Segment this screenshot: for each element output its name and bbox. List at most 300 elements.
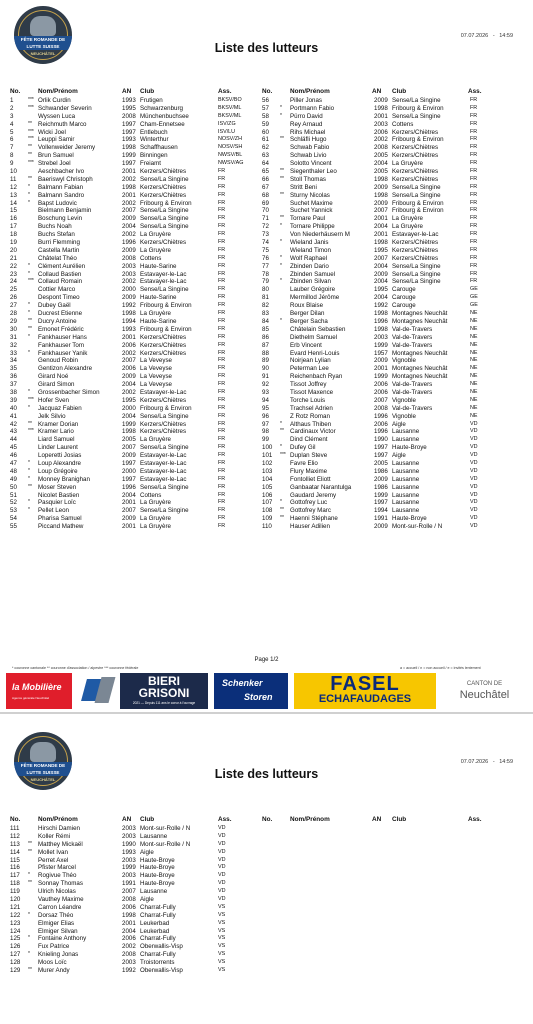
association-code: VD [470,444,478,451]
crown-marks: * [28,349,30,356]
association-code: FR [218,270,226,277]
table-row [0,318,262,326]
association-code: NE [470,317,478,324]
association-code: VD [218,864,226,871]
birth-year: 2006 [374,388,388,396]
club-name: Fribourg & Environ [392,207,444,215]
club-name: La Gruyère [392,223,423,231]
crown-marks: * [280,420,282,427]
wrestler-name: Tornare Philippe [290,223,335,231]
club-name: Kerzers/Chiètres [392,239,439,247]
birth-year: 1957 [374,349,388,357]
birth-year: 1986 [374,483,388,491]
table-row [0,515,262,523]
association-code: FR [218,491,226,498]
table-row [0,97,262,105]
table-row [0,129,262,137]
row-number: 95 [262,404,269,412]
association-code: FR [470,175,478,182]
crown-marks: ** [280,191,284,198]
association-code: NOSV/ZH [218,136,242,143]
wrestler-name: Gottofrey Marc [290,507,331,515]
birth-year: 2007 [374,207,388,215]
row-number: 45 [10,444,17,452]
club-name: Sense/La Singine [392,183,441,191]
club-name: La Veveyse [140,357,172,365]
row-number: 41 [10,412,17,420]
table-row [252,207,533,215]
association-code: FR [218,183,226,190]
association-code: VD [470,523,478,530]
birth-year: 1998 [374,191,388,199]
header-an: AN [372,88,382,95]
crown-marks: ** [28,483,32,490]
association-code: FR [218,507,226,514]
row-number: 20 [10,246,17,254]
document-page-2 [0,726,533,1024]
crown-marks: *** [28,97,34,103]
wrestler-name: Haenni Stéphane [290,515,338,523]
club-name: Vignoble [392,396,416,404]
birth-year: 2002 [122,349,136,357]
crown-marks: *** [280,452,286,459]
wrestler-name: Ulrich Nicolas [38,888,76,896]
wrestler-name: Gottofrey Luc [290,499,328,507]
crown-marks: * [280,223,282,230]
wrestler-name: Portmann Fabio [290,104,335,112]
association-code: FR [218,175,226,182]
birth-year: 2009 [122,294,136,302]
birth-year: 2004 [122,223,136,231]
club-name: Sense/La Singine [392,270,441,278]
club-name: Sense/La Singine [392,278,441,286]
birth-year: 2001 [122,523,136,531]
association-code: FR [470,231,478,238]
row-number: 99 [262,436,269,444]
association-code: FR [218,239,226,246]
row-number: 93 [262,388,269,396]
wrestler-name: Pfister Marcel [38,864,76,872]
club-name: Sense/La Singine [140,483,189,491]
row-number: 17 [10,223,17,231]
table-row [252,247,533,255]
association-code: FR [218,459,226,466]
club-name: La Veveyse [140,373,172,381]
club-name: Fribourg & Environ [140,302,192,310]
birth-year: 2009 [374,97,388,104]
birth-year: 1994 [374,507,388,515]
crown-marks: ** [280,136,284,143]
crown-marks: *** [28,136,34,143]
sponsor-neuchatel-logo [442,673,527,709]
club-name: Montagnes Neuchât [392,310,448,318]
wrestler-name: Collaud Romain [38,278,83,286]
wrestler-name: Cardinaux Victor [290,428,336,436]
birth-year: 2005 [122,436,136,444]
table-row [0,278,262,286]
birth-year: 2009 [374,270,388,278]
table-row [0,825,262,833]
crown-marks: * [28,951,30,958]
wrestler-name: Aeschbacher Ivo [38,168,85,176]
wrestler-name: Fankhauser Yanik [38,349,88,357]
birth-year: 1997 [122,160,136,168]
association-code: VD [218,832,226,839]
wrestler-name: Fontaine Anthony [38,935,87,943]
association-code: FR [218,341,226,348]
table-row [252,160,533,168]
wrestler-name: Schwab Livio [290,152,327,160]
birth-year: 2004 [122,381,136,389]
row-number: 127 [10,951,21,959]
club-name: Fribourg & Environ [392,136,444,144]
club-name: La Gruyère [140,499,171,507]
row-number: 122 [10,911,21,919]
crown-marks: * [280,499,282,506]
row-number: 50 [10,483,17,491]
row-number: 47 [10,459,17,467]
table-row [0,951,262,959]
birth-year: 1997 [122,128,136,136]
club-name: Kerzers/Chiètres [392,254,439,262]
row-number: 56 [262,97,269,104]
row-number: 97 [262,420,269,428]
row-number: 43 [10,428,17,436]
association-code: ISV/LU [218,128,236,135]
row-number: 62 [262,144,269,152]
crown-marks: * [28,507,30,514]
table-row [0,152,262,160]
table-row [0,326,262,334]
table-row [252,223,533,231]
logo-subtext: NEUCHÂTEL [30,51,56,56]
crown-marks: *** [28,160,34,167]
row-number: 54 [10,515,17,523]
table-row [252,192,533,200]
wrestler-name: Nicolet Bastien [38,491,80,499]
row-number: 129 [10,967,21,975]
table-row [0,215,262,223]
table-row [0,105,262,113]
club-name: Val-de-Travers [392,333,433,341]
wrestler-name: Schwab Fabio [290,144,330,152]
birth-year: 2006 [122,903,136,911]
table-row [0,334,262,342]
birth-year: 1995 [374,246,388,254]
association-code: NE [470,365,478,372]
birth-year: 2009 [122,515,136,523]
wrestler-name: Gaudard Jeremy [290,491,337,499]
association-code: FR [218,262,226,269]
wrestler-name: Erb Vincent [290,341,322,349]
club-name: Val-de-Travers [392,325,433,333]
row-number: 26 [10,294,17,302]
table-row [252,271,533,279]
club-name: Lausanne [392,467,420,475]
club-name: Cottens [392,120,414,128]
birth-year: 2001 [122,168,136,176]
association-code: FR [470,278,478,285]
association-code: VS [218,959,226,966]
birth-year: 2009 [374,183,388,191]
club-name: Sense/La Singine [140,507,189,515]
table-row [0,121,262,129]
row-number: 8 [10,152,14,160]
association-code: FR [218,294,226,301]
birth-year: 2008 [374,404,388,412]
club-name: Vignoble [392,412,416,420]
table-row [0,176,262,184]
club-name: Val-de-Travers [392,381,433,389]
birth-year: 1991 [122,880,136,888]
birth-year: 1996 [122,239,136,247]
table-row [252,129,533,137]
table-row [252,405,533,413]
association-code: FR [218,168,226,175]
club-name: Haute-Broye [392,444,427,452]
club-name: Aigle [392,452,406,460]
association-code: NE [470,412,478,419]
birth-year: 2006 [374,128,388,136]
row-number: 79 [262,278,269,286]
birth-year: 2001 [122,499,136,507]
crown-marks: * [28,183,30,190]
association-code: FR [218,310,226,317]
crown-marks: *** [28,278,34,285]
row-number: 114 [10,848,20,856]
table-row [252,515,533,523]
header-no: No. [262,816,273,823]
association-code: NE [470,333,478,340]
wrestler-name: Zbinden Dario [290,262,329,270]
row-number: 105 [262,483,273,491]
club-name: Freiamt [140,160,161,168]
table-row [252,523,533,531]
club-name: Val-de-Travers [392,388,433,396]
row-number: 36 [10,373,17,381]
wrestler-name: Liard Samuel [38,436,75,444]
row-number: 102 [262,459,273,467]
row-number: 109 [262,515,273,523]
wrestler-name: Jelk Silvio [38,412,66,420]
club-name: Fribourg & Environ [392,199,444,207]
birth-year: 2000 [122,467,136,475]
wrestler-name: Monney Branighan [38,475,90,483]
association-code: FR [470,128,478,135]
wrestler-name: Girard Simon [38,381,75,389]
table-row [0,920,262,928]
crown-marks: * [28,333,30,340]
row-number: 104 [262,475,273,483]
row-number: 40 [10,404,17,412]
club-name: Estavayer-le-Lac [140,459,187,467]
association-code: FR [470,160,478,167]
row-number: 124 [10,927,21,935]
birth-year: 2001 [374,365,388,373]
crown-marks: * [28,191,30,198]
association-code: VD [470,452,478,459]
wrestler-name: Pellet Leon [38,507,69,515]
table-row [0,421,262,429]
association-code: VD [218,856,226,863]
wrestler-name: Solotto Vincent [290,160,332,168]
row-number: 18 [10,231,17,239]
crown-marks: * [28,872,30,879]
row-number: 110 [262,523,272,531]
row-number: 28 [10,310,17,318]
row-number: 107 [262,499,273,507]
club-name: Schwarzenburg [140,104,183,112]
club-name: Mont-sur-Rolle / N [140,825,191,832]
association-code: FR [470,104,478,111]
club-name: Lausanne [140,888,168,896]
wrestler-name: Peterman Lee [290,365,329,373]
row-number: 76 [262,254,269,262]
wrestler-name: Wicki Joel [38,128,66,136]
birth-year: 1996 [122,483,136,491]
table-row [252,350,533,358]
row-number: 83 [262,310,269,318]
club-name: Leukerbad [140,927,170,935]
crown-marks: ** [280,428,284,435]
association-code: VD [218,880,226,887]
wrestler-name: Grossenbacher Simon [38,388,100,396]
association-code: FR [470,168,478,175]
table-row [0,841,262,849]
wrestler-name: Gentizon Alexandre [38,365,93,373]
birth-year: 2001 [374,112,388,120]
row-number: 51 [10,491,17,499]
birth-year: 1990 [374,436,388,444]
wrestler-name: Balmann Fabian [38,183,84,191]
club-name: La Gruyère [140,246,171,254]
association-code: NE [470,396,478,403]
wrestler-name: Reichenbach Ryan [290,373,343,381]
birth-year: 1994 [122,317,136,325]
association-code: VD [218,840,226,847]
row-number: 117 [10,872,20,880]
wrestler-name: Sonnay Thomas [38,880,83,888]
birth-year: 2006 [122,365,136,373]
header-name: Nom/Prénom [290,816,330,823]
wrestler-name: Hauser Adilien [290,523,330,531]
table-row [0,350,262,358]
wrestler-name: Von Niederhäusern M [290,231,350,239]
association-code: FR [218,523,226,530]
birth-year: 1995 [122,396,136,404]
crown-marks: *** [28,128,34,135]
print-time: 14:59 [499,33,513,39]
header-an: AN [372,816,382,823]
print-date: 07.07.2026 [460,759,489,765]
wrestler-name: Favre Elio [290,459,318,467]
association-code: FR [470,136,478,143]
table-row [0,192,262,200]
row-number: 13 [10,191,17,199]
table-row [0,888,262,896]
wrestler-name: Suchet Maxime [290,199,333,207]
association-code: NE [470,341,478,348]
table-row [0,397,262,405]
wrestler-list-left [0,825,262,975]
table-row [0,207,262,215]
sponsor-subtext: 2021 — Depuis 111 ans le coeur à l'ouvrage [132,701,196,705]
wrestler-name: Reichmuth Marco [38,120,87,128]
birth-year: 2009 [122,452,136,460]
sponsor-subtext: CANTON DE [466,681,503,687]
crown-marks: ** [28,120,32,127]
table-row [252,428,533,436]
birth-year: 1999 [122,864,136,872]
birth-year: 2009 [374,199,388,207]
birth-year: 2007 [374,396,388,404]
club-name: Estavayer-le-Lac [140,270,187,278]
wrestler-name: Dubey Gaël [38,302,71,310]
crown-marks: * [280,278,282,285]
association-code: NE [470,388,478,395]
wrestler-name: Hirschi Damien [38,825,80,832]
association-code: FR [218,404,226,411]
row-number: 73 [262,231,269,239]
crown-marks: ** [28,840,32,847]
club-name: Frutigen [140,97,163,104]
association-code: FR [470,254,478,261]
row-number: 15 [10,207,17,215]
wrestler-name: Murer Andy [38,967,70,975]
club-name: Estavayer-le-Lac [140,452,187,460]
table-row [252,231,533,239]
birth-year: 2001 [122,919,136,927]
club-name: Oberwallis-Visp [140,943,183,951]
association-code: FR [218,231,226,238]
birth-year: 2004 [122,412,136,420]
club-name: Fribourg & Environ [392,104,444,112]
club-name: Lausanne [392,459,420,467]
birth-year: 1992 [122,967,136,975]
table-row [0,286,262,294]
header-ass: Ass. [218,816,232,823]
birth-year: 1992 [122,302,136,310]
association-code: VD [470,507,478,514]
row-number: 108 [262,507,273,515]
crown-marks: ** [28,967,32,974]
row-number: 39 [10,396,17,404]
wrestler-name: Dind Clément [290,436,328,444]
club-name: Kerzers/Chiètres [140,333,187,341]
association-code: FR [470,207,478,214]
club-name: Val-de-Travers [392,341,433,349]
wrestler-name: Pharisa Samuel [38,515,82,523]
crown-marks: ** [280,175,284,182]
birth-year: 2008 [122,112,136,120]
sponsor-name-2: GRISONI [138,686,190,700]
birth-year: 2006 [122,935,136,943]
wrestler-name: Orlik Curdin [38,97,71,104]
club-name: Cottens [140,491,162,499]
wrestler-name: Girard Noé [38,373,69,381]
wrestler-name: Elmiger Elias [38,919,75,927]
birth-year: 2008 [122,951,136,959]
association-code: FR [218,278,226,285]
wrestler-name: Clément Aurélien [38,262,86,270]
wrestler-name: Mollet Ivan [38,848,68,856]
club-name: Lausanne [392,507,420,515]
print-date: 07.07.2026 [460,33,489,39]
association-code: FR [470,270,478,277]
wrestler-name: Dorsaz Théo [38,911,74,919]
club-name: Sense/La Singine [392,262,441,270]
wrestler-name: Fankhauser Tom [38,341,84,349]
